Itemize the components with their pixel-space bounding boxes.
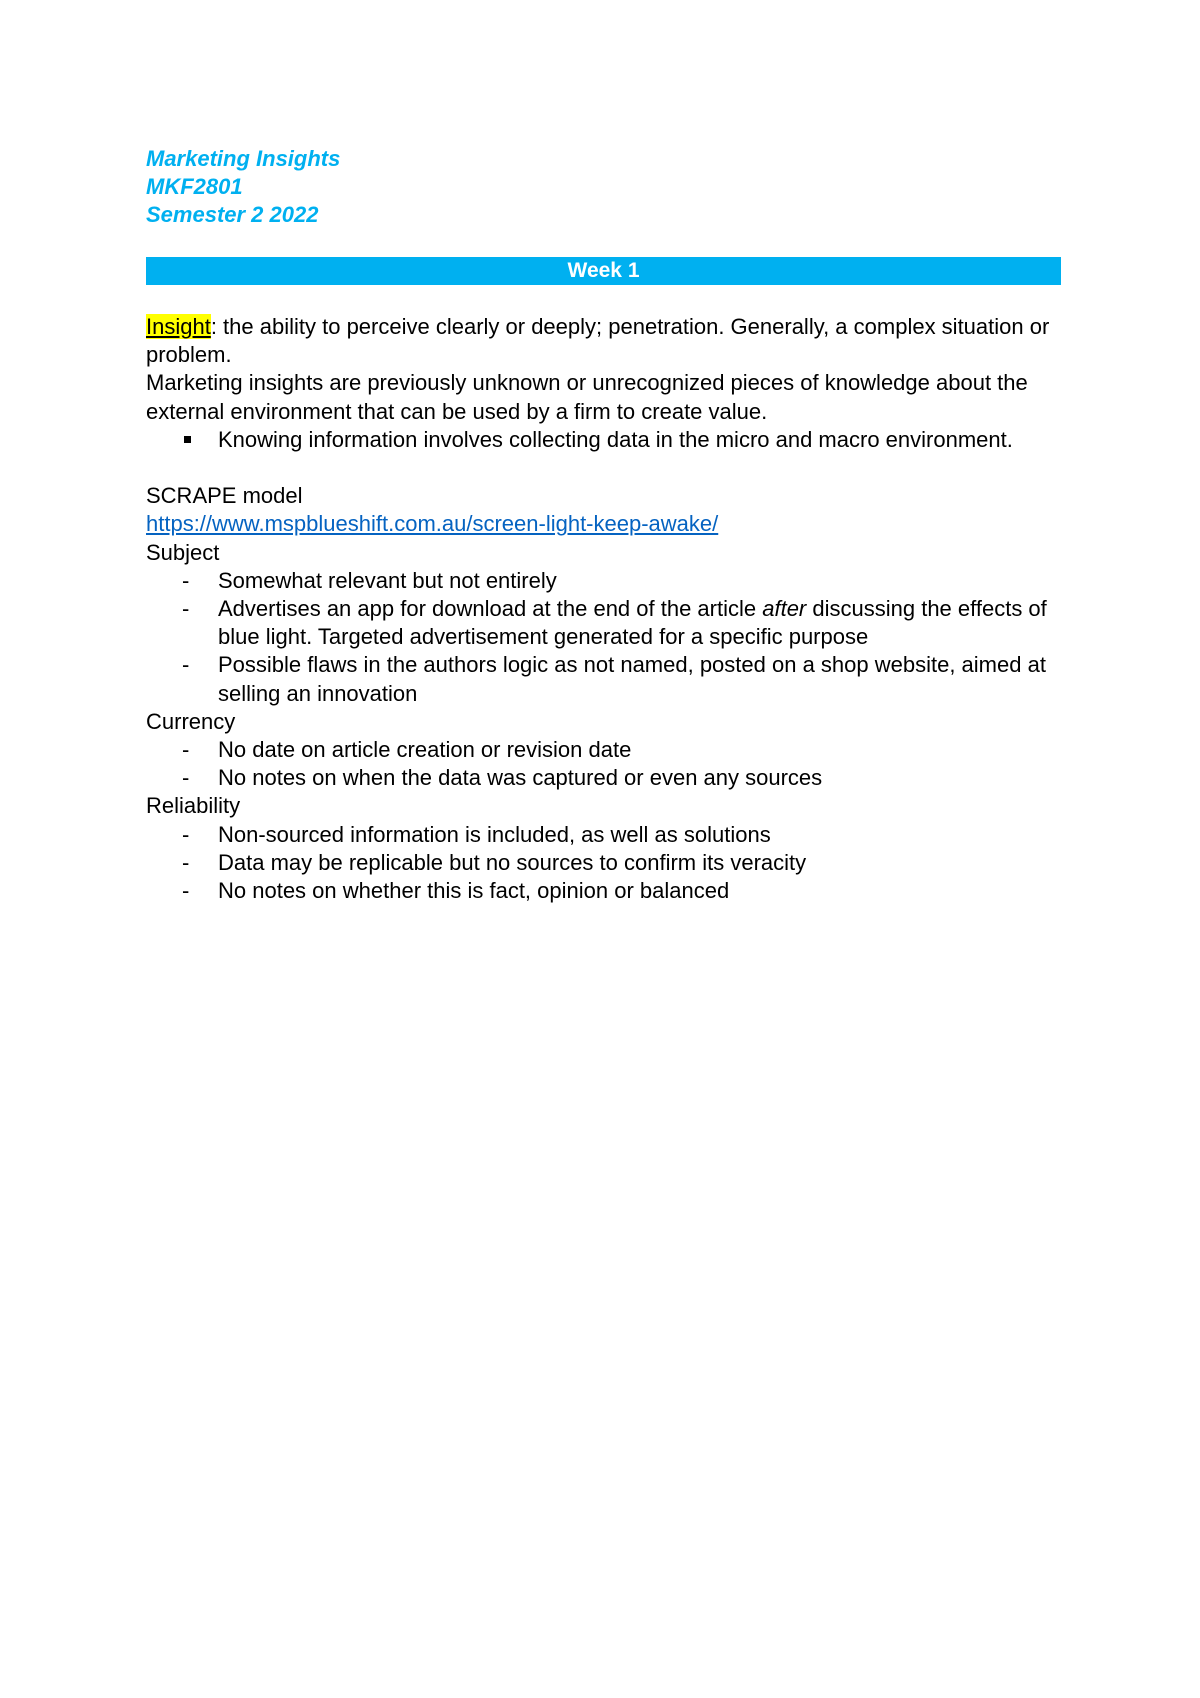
list-item <box>146 736 1061 764</box>
course-title: Marketing Insights <box>146 146 341 171</box>
text-segment: discussing the effects of blue light. Targeted advertisement generated for a specific purpose <box>218 596 1047 650</box>
list-item-text <box>218 596 1047 649</box>
dash-bullet: - <box>182 737 190 763</box>
dash-bullet: - <box>182 567 190 593</box>
insight-term: Insight <box>146 314 211 339</box>
list-item <box>146 877 1061 905</box>
dash-bullet: - <box>182 765 190 791</box>
reliability-heading: Reliability <box>146 793 241 819</box>
document-body <box>146 313 1061 905</box>
dash-bullet: - <box>182 849 190 875</box>
subject-heading: Subject <box>146 539 220 565</box>
list-item-text: No notes on when the data was captured or even any sources <box>218 765 823 791</box>
scrape-heading: SCRAPE model <box>146 483 303 509</box>
list-item-text: Somewhat relevant but not entirely <box>218 567 557 593</box>
week-banner: Week 1 <box>146 257 1061 285</box>
reliability-list <box>146 821 1061 906</box>
list-item-text: Possible flaws in the authors logic as not named, posted on a shop website, aimed at selling an innovation <box>218 652 1046 706</box>
square-bullet-icon <box>184 436 191 443</box>
list-item-text: No date on article creation or revision date <box>218 737 632 763</box>
dash-bullet: - <box>182 878 190 904</box>
insight-definition <box>146 313 1061 369</box>
blank-line <box>146 454 1061 482</box>
list-item <box>146 764 1061 792</box>
list-item-text: No notes on whether this is fact, opinion or balanced <box>218 878 730 904</box>
document-header <box>146 145 340 229</box>
list-item <box>146 595 1061 651</box>
list-item-text: Non-sourced information is included, as well as solutions <box>218 821 771 847</box>
dash-bullet: - <box>182 652 190 678</box>
source-link-line <box>146 510 1061 538</box>
list-item <box>146 849 1061 877</box>
subject-list <box>146 567 1061 708</box>
list-item <box>146 651 1061 707</box>
intro-bullet-list <box>146 426 1061 454</box>
emphasis-text: after <box>762 596 807 622</box>
list-item <box>146 567 1061 595</box>
currency-list <box>146 736 1061 792</box>
insight-definition-text: : the ability to perceive clearly or deeply; penetration. Generally, a complex situation or problem. <box>146 314 1050 368</box>
list-item <box>146 426 1061 454</box>
text-segment: Advertises an app for download at the end of the article <box>218 596 763 622</box>
marketing-insights-paragraph: Marketing insights are previously unknown or unrecognized pieces of knowledge about the external environment that can be used by a firm to create value. <box>146 370 1028 424</box>
source-link[interactable]: https://www.mspblueshift.com.au/screen-light-keep-awake/ <box>146 511 719 537</box>
semester-label: Semester 2 2022 <box>146 202 319 227</box>
list-item <box>146 821 1061 849</box>
dash-bullet: - <box>182 596 190 622</box>
dash-bullet: - <box>182 821 190 847</box>
course-code: MKF2801 <box>146 174 243 199</box>
list-item-text: Data may be replicable but no sources to confirm its veracity <box>218 849 807 875</box>
currency-heading: Currency <box>146 708 236 734</box>
list-item-text: Knowing information involves collecting data in the micro and macro environment. <box>218 426 1013 452</box>
